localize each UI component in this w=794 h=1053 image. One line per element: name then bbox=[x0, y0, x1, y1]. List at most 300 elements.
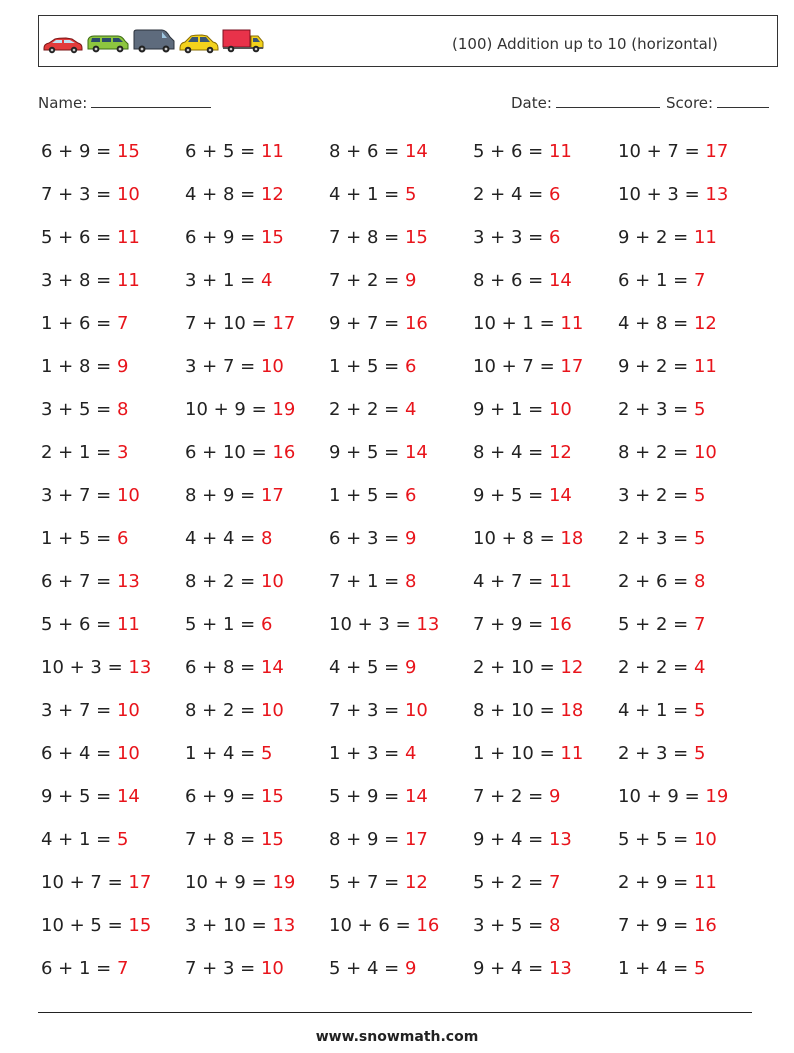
date-field bbox=[511, 93, 660, 112]
name-field bbox=[38, 93, 211, 112]
problem-answer: 5 bbox=[404, 184, 417, 205]
problem-item bbox=[329, 141, 428, 162]
problem-answer: 10 bbox=[116, 485, 140, 506]
problem-answer: 11 bbox=[560, 743, 584, 764]
problem-question: 5 + 2 = bbox=[618, 614, 689, 635]
problem-answer: 12 bbox=[260, 184, 284, 205]
problem-question: 4 + 8 = bbox=[185, 184, 256, 205]
problem-answer: 10 bbox=[260, 571, 284, 592]
problem-item bbox=[618, 700, 705, 721]
problem-question: 2 + 1 = bbox=[41, 442, 112, 463]
problem-question: 9 + 5 = bbox=[41, 786, 112, 807]
problem-answer: 13 bbox=[416, 614, 440, 635]
problem-answer: 16 bbox=[548, 614, 572, 635]
problem-answer: 8 bbox=[116, 399, 129, 420]
problem-question: 9 + 7 = bbox=[329, 313, 400, 334]
problem-answer: 14 bbox=[116, 786, 140, 807]
problem-question: 10 + 1 = bbox=[473, 313, 555, 334]
problem-question: 2 + 2 = bbox=[618, 657, 689, 678]
problem-answer: 9 bbox=[116, 356, 129, 377]
problem-answer: 10 bbox=[404, 700, 428, 721]
problem-answer: 7 bbox=[116, 958, 129, 979]
problem-item bbox=[41, 958, 128, 979]
problem-answer: 17 bbox=[404, 829, 428, 850]
problem-question: 1 + 8 = bbox=[41, 356, 112, 377]
problem-answer: 9 bbox=[404, 657, 417, 678]
problem-question: 7 + 3 = bbox=[41, 184, 112, 205]
problem-question: 7 + 10 = bbox=[185, 313, 267, 334]
problem-answer: 19 bbox=[272, 399, 296, 420]
date-blank bbox=[556, 93, 660, 108]
problem-item bbox=[329, 571, 416, 592]
problem-question: 2 + 3 = bbox=[618, 743, 689, 764]
problem-question: 6 + 1 = bbox=[41, 958, 112, 979]
red-truck-icon bbox=[222, 28, 266, 54]
problem-question: 10 + 8 = bbox=[473, 528, 555, 549]
problem-answer: 5 bbox=[693, 700, 706, 721]
problem-item bbox=[185, 270, 272, 291]
problem-item bbox=[618, 915, 717, 936]
problem-item bbox=[185, 571, 284, 592]
problem-question: 7 + 3 = bbox=[185, 958, 256, 979]
problem-question: 7 + 2 = bbox=[473, 786, 544, 807]
name-label: Name: bbox=[38, 94, 88, 112]
problem-question: 5 + 6 = bbox=[41, 227, 112, 248]
problem-item bbox=[473, 184, 560, 205]
problem-question: 10 + 7 = bbox=[41, 872, 123, 893]
problem-item bbox=[473, 356, 583, 377]
problem-question: 8 + 2 = bbox=[618, 442, 689, 463]
problem-item bbox=[185, 485, 284, 506]
problem-answer: 5 bbox=[693, 743, 706, 764]
problem-answer: 5 bbox=[260, 743, 273, 764]
problem-question: 6 + 3 = bbox=[329, 528, 400, 549]
problem-question: 5 + 6 = bbox=[473, 141, 544, 162]
problem-question: 2 + 6 = bbox=[618, 571, 689, 592]
problem-question: 3 + 3 = bbox=[473, 227, 544, 248]
problem-answer: 9 bbox=[548, 786, 561, 807]
problem-item bbox=[473, 485, 572, 506]
problem-answer: 11 bbox=[693, 356, 717, 377]
problem-question: 9 + 5 = bbox=[329, 442, 400, 463]
problem-question: 10 + 3 = bbox=[41, 657, 123, 678]
problem-item bbox=[618, 313, 717, 334]
problem-item bbox=[329, 227, 428, 248]
yellow-car-icon bbox=[178, 32, 220, 54]
problem-answer: 17 bbox=[272, 313, 296, 334]
problem-item bbox=[618, 270, 705, 291]
problem-question: 1 + 4 = bbox=[185, 743, 256, 764]
worksheet-title: (100) Addition up to 10 (horizontal) bbox=[452, 35, 718, 53]
problem-question: 6 + 4 = bbox=[41, 743, 112, 764]
problem-question: 7 + 1 = bbox=[329, 571, 400, 592]
problem-answer: 6 bbox=[260, 614, 273, 635]
problem-answer: 11 bbox=[560, 313, 584, 334]
problem-item bbox=[185, 442, 295, 463]
problem-answer: 5 bbox=[116, 829, 129, 850]
problem-answer: 11 bbox=[260, 141, 284, 162]
problem-item bbox=[41, 915, 151, 936]
problem-item bbox=[329, 743, 416, 764]
problem-answer: 15 bbox=[260, 829, 284, 850]
problem-item bbox=[41, 399, 128, 420]
problem-question: 3 + 5 = bbox=[41, 399, 112, 420]
problem-answer: 12 bbox=[548, 442, 572, 463]
problem-answer: 8 bbox=[404, 571, 417, 592]
problem-question: 2 + 3 = bbox=[618, 528, 689, 549]
problem-question: 4 + 7 = bbox=[473, 571, 544, 592]
footer-divider bbox=[38, 1012, 752, 1013]
problem-item bbox=[185, 872, 295, 893]
problem-question: 3 + 7 = bbox=[41, 700, 112, 721]
name-blank bbox=[91, 93, 211, 108]
problem-question: 8 + 4 = bbox=[473, 442, 544, 463]
problem-item bbox=[41, 141, 140, 162]
problem-question: 10 + 3 = bbox=[329, 614, 411, 635]
problem-answer: 10 bbox=[260, 958, 284, 979]
problem-item bbox=[185, 786, 284, 807]
problem-item bbox=[618, 571, 705, 592]
problem-question: 1 + 3 = bbox=[329, 743, 400, 764]
problem-answer: 7 bbox=[548, 872, 561, 893]
date-label: Date: bbox=[511, 94, 552, 112]
problem-answer: 12 bbox=[693, 313, 717, 334]
problem-answer: 14 bbox=[260, 657, 284, 678]
problem-item bbox=[618, 141, 728, 162]
problem-answer: 13 bbox=[548, 958, 572, 979]
problem-answer: 13 bbox=[272, 915, 296, 936]
problem-item bbox=[41, 313, 128, 334]
problem-question: 6 + 7 = bbox=[41, 571, 112, 592]
problem-answer: 7 bbox=[693, 270, 706, 291]
problem-question: 9 + 4 = bbox=[473, 958, 544, 979]
problem-answer: 3 bbox=[116, 442, 129, 463]
problem-question: 3 + 1 = bbox=[185, 270, 256, 291]
problem-item bbox=[473, 399, 572, 420]
problem-item bbox=[618, 184, 728, 205]
problem-question: 2 + 3 = bbox=[618, 399, 689, 420]
problem-answer: 12 bbox=[404, 872, 428, 893]
problem-question: 3 + 7 = bbox=[41, 485, 112, 506]
problem-question: 5 + 1 = bbox=[185, 614, 256, 635]
problem-answer: 14 bbox=[404, 442, 428, 463]
problem-item bbox=[185, 743, 272, 764]
problem-answer: 8 bbox=[693, 571, 706, 592]
problem-item bbox=[618, 958, 705, 979]
problem-item bbox=[618, 872, 717, 893]
problem-item bbox=[473, 700, 583, 721]
problem-answer: 13 bbox=[548, 829, 572, 850]
problem-answer: 7 bbox=[693, 614, 706, 635]
problem-item bbox=[329, 657, 416, 678]
problem-answer: 8 bbox=[260, 528, 273, 549]
problem-question: 4 + 1 = bbox=[41, 829, 112, 850]
problem-question: 3 + 7 = bbox=[185, 356, 256, 377]
problem-item bbox=[618, 528, 705, 549]
problem-question: 1 + 10 = bbox=[473, 743, 555, 764]
problem-item bbox=[41, 184, 140, 205]
problem-item bbox=[473, 958, 572, 979]
problem-item bbox=[618, 614, 705, 635]
problem-question: 5 + 5 = bbox=[618, 829, 689, 850]
problem-answer: 8 bbox=[548, 915, 561, 936]
problem-question: 10 + 3 = bbox=[618, 184, 700, 205]
problem-answer: 10 bbox=[116, 184, 140, 205]
problem-question: 5 + 2 = bbox=[473, 872, 544, 893]
problem-answer: 10 bbox=[260, 700, 284, 721]
problem-question: 1 + 5 = bbox=[41, 528, 112, 549]
problem-item bbox=[618, 743, 705, 764]
problem-question: 7 + 9 = bbox=[473, 614, 544, 635]
problem-item bbox=[473, 442, 572, 463]
problem-answer: 16 bbox=[272, 442, 296, 463]
problem-question: 5 + 7 = bbox=[329, 872, 400, 893]
problem-item bbox=[618, 829, 717, 850]
problem-question: 6 + 1 = bbox=[618, 270, 689, 291]
problem-item bbox=[185, 700, 284, 721]
problem-answer: 14 bbox=[404, 141, 428, 162]
problem-item bbox=[473, 313, 583, 334]
red-car-icon bbox=[42, 36, 84, 54]
score-label: Score: bbox=[666, 94, 714, 112]
problem-answer: 11 bbox=[693, 227, 717, 248]
problem-item bbox=[473, 270, 572, 291]
problem-answer: 14 bbox=[548, 270, 572, 291]
problem-question: 1 + 6 = bbox=[41, 313, 112, 334]
problem-item bbox=[329, 184, 416, 205]
problem-item bbox=[185, 399, 295, 420]
problem-item bbox=[41, 227, 140, 248]
problem-question: 6 + 9 = bbox=[185, 227, 256, 248]
problem-item bbox=[473, 227, 560, 248]
problem-answer: 17 bbox=[560, 356, 584, 377]
problem-answer: 9 bbox=[404, 270, 417, 291]
problem-question: 6 + 9 = bbox=[185, 786, 256, 807]
problem-answer: 11 bbox=[116, 227, 140, 248]
problem-answer: 10 bbox=[548, 399, 572, 420]
problem-question: 5 + 9 = bbox=[329, 786, 400, 807]
problem-answer: 9 bbox=[404, 528, 417, 549]
problem-question: 4 + 5 = bbox=[329, 657, 400, 678]
problem-question: 4 + 1 = bbox=[618, 700, 689, 721]
problem-item bbox=[41, 743, 140, 764]
problem-answer: 10 bbox=[116, 700, 140, 721]
problem-item bbox=[473, 528, 583, 549]
problem-item bbox=[41, 614, 140, 635]
problem-question: 3 + 10 = bbox=[185, 915, 267, 936]
problem-item bbox=[329, 958, 416, 979]
problem-question: 8 + 6 = bbox=[473, 270, 544, 291]
problem-item bbox=[41, 442, 128, 463]
problem-item bbox=[618, 442, 717, 463]
problem-answer: 18 bbox=[560, 528, 584, 549]
problem-question: 7 + 8 = bbox=[329, 227, 400, 248]
problem-answer: 11 bbox=[693, 872, 717, 893]
problem-question: 6 + 8 = bbox=[185, 657, 256, 678]
problem-item bbox=[473, 141, 572, 162]
problem-item bbox=[329, 270, 416, 291]
problem-item bbox=[473, 872, 560, 893]
problem-item bbox=[185, 958, 284, 979]
problem-answer: 6 bbox=[404, 356, 417, 377]
problem-answer: 11 bbox=[116, 270, 140, 291]
problem-question: 10 + 9 = bbox=[185, 872, 267, 893]
problem-item bbox=[41, 786, 140, 807]
problem-item bbox=[618, 399, 705, 420]
problem-question: 10 + 9 = bbox=[618, 786, 700, 807]
problem-question: 10 + 9 = bbox=[185, 399, 267, 420]
problem-item bbox=[473, 786, 560, 807]
problem-question: 5 + 6 = bbox=[41, 614, 112, 635]
problem-item bbox=[329, 915, 439, 936]
problem-answer: 12 bbox=[560, 657, 584, 678]
problem-answer: 16 bbox=[693, 915, 717, 936]
problem-question: 8 + 9 = bbox=[329, 829, 400, 850]
problem-question: 2 + 10 = bbox=[473, 657, 555, 678]
problem-item bbox=[185, 141, 284, 162]
problem-item bbox=[473, 743, 583, 764]
problem-item bbox=[185, 356, 284, 377]
problem-answer: 11 bbox=[548, 571, 572, 592]
problem-item bbox=[41, 700, 140, 721]
problem-answer: 10 bbox=[260, 356, 284, 377]
worksheet-header bbox=[38, 15, 778, 67]
problem-item bbox=[329, 528, 416, 549]
problem-item bbox=[473, 829, 572, 850]
problem-answer: 5 bbox=[693, 399, 706, 420]
problem-item bbox=[185, 657, 284, 678]
problem-answer: 15 bbox=[260, 786, 284, 807]
problem-answer: 4 bbox=[693, 657, 706, 678]
vehicle-icons bbox=[42, 28, 266, 54]
problem-answer: 6 bbox=[404, 485, 417, 506]
problem-answer: 14 bbox=[548, 485, 572, 506]
problem-item bbox=[185, 184, 284, 205]
problem-question: 4 + 8 = bbox=[618, 313, 689, 334]
problem-answer: 16 bbox=[404, 313, 428, 334]
problem-answer: 13 bbox=[705, 184, 729, 205]
problem-item bbox=[185, 829, 284, 850]
problem-item bbox=[41, 485, 140, 506]
problem-question: 3 + 2 = bbox=[618, 485, 689, 506]
problem-answer: 17 bbox=[705, 141, 729, 162]
problem-question: 8 + 6 = bbox=[329, 141, 400, 162]
problem-answer: 5 bbox=[693, 958, 706, 979]
problem-answer: 13 bbox=[116, 571, 140, 592]
problem-item bbox=[41, 270, 140, 291]
problem-question: 2 + 4 = bbox=[473, 184, 544, 205]
problem-item bbox=[618, 356, 717, 377]
problem-answer: 15 bbox=[404, 227, 428, 248]
problem-question: 8 + 2 = bbox=[185, 700, 256, 721]
problem-item bbox=[185, 227, 284, 248]
problem-answer: 4 bbox=[404, 399, 417, 420]
problem-item bbox=[329, 356, 416, 377]
problem-item bbox=[329, 485, 416, 506]
website-footer: www.snowmath.com bbox=[315, 1029, 479, 1045]
problem-answer: 15 bbox=[260, 227, 284, 248]
problem-question: 5 + 4 = bbox=[329, 958, 400, 979]
problem-answer: 16 bbox=[416, 915, 440, 936]
problem-answer: 5 bbox=[693, 485, 706, 506]
problem-item bbox=[329, 829, 428, 850]
problem-question: 10 + 5 = bbox=[41, 915, 123, 936]
green-van-icon bbox=[86, 32, 130, 54]
problem-question: 10 + 7 = bbox=[473, 356, 555, 377]
problem-item bbox=[329, 442, 428, 463]
problem-question: 7 + 8 = bbox=[185, 829, 256, 850]
problem-item bbox=[185, 915, 295, 936]
problem-item bbox=[41, 571, 140, 592]
problem-answer: 10 bbox=[693, 829, 717, 850]
problem-question: 3 + 8 = bbox=[41, 270, 112, 291]
problem-answer: 10 bbox=[116, 743, 140, 764]
problem-answer: 15 bbox=[128, 915, 152, 936]
problem-question: 6 + 9 = bbox=[41, 141, 112, 162]
problem-item bbox=[41, 829, 128, 850]
problem-answer: 6 bbox=[116, 528, 129, 549]
problem-item bbox=[618, 227, 717, 248]
problem-answer: 10 bbox=[693, 442, 717, 463]
problem-question: 1 + 4 = bbox=[618, 958, 689, 979]
problem-item bbox=[329, 313, 428, 334]
problem-question: 10 + 6 = bbox=[329, 915, 411, 936]
problem-answer: 4 bbox=[260, 270, 273, 291]
problem-question: 2 + 2 = bbox=[329, 399, 400, 420]
problem-question: 3 + 5 = bbox=[473, 915, 544, 936]
problem-answer: 6 bbox=[548, 227, 561, 248]
problem-item bbox=[41, 657, 151, 678]
problem-question: 6 + 5 = bbox=[185, 141, 256, 162]
problem-item bbox=[329, 872, 428, 893]
problem-item bbox=[329, 399, 416, 420]
problem-answer: 13 bbox=[128, 657, 152, 678]
problem-answer: 18 bbox=[560, 700, 584, 721]
problem-answer: 6 bbox=[548, 184, 561, 205]
score-field bbox=[666, 93, 769, 112]
problem-question: 8 + 9 = bbox=[185, 485, 256, 506]
problem-item bbox=[185, 614, 272, 635]
problem-item bbox=[41, 528, 128, 549]
problem-item bbox=[618, 786, 728, 807]
problem-item bbox=[41, 872, 151, 893]
problem-question: 9 + 1 = bbox=[473, 399, 544, 420]
problem-answer: 17 bbox=[128, 872, 152, 893]
problem-answer: 9 bbox=[404, 958, 417, 979]
problem-question: 10 + 7 = bbox=[618, 141, 700, 162]
problem-question: 1 + 5 = bbox=[329, 356, 400, 377]
problem-answer: 19 bbox=[272, 872, 296, 893]
problem-item bbox=[329, 700, 428, 721]
score-blank bbox=[717, 93, 769, 108]
problem-item bbox=[473, 614, 572, 635]
problem-answer: 11 bbox=[548, 141, 572, 162]
problem-item bbox=[618, 657, 705, 678]
problem-question: 4 + 1 = bbox=[329, 184, 400, 205]
problem-item bbox=[41, 356, 128, 377]
problem-question: 7 + 3 = bbox=[329, 700, 400, 721]
problem-item bbox=[329, 614, 439, 635]
problem-question: 2 + 9 = bbox=[618, 872, 689, 893]
problem-question: 7 + 9 = bbox=[618, 915, 689, 936]
problem-answer: 11 bbox=[116, 614, 140, 635]
problem-item bbox=[618, 485, 705, 506]
problem-item bbox=[329, 786, 428, 807]
problem-item bbox=[473, 571, 572, 592]
problem-answer: 4 bbox=[404, 743, 417, 764]
problem-question: 1 + 5 = bbox=[329, 485, 400, 506]
problem-item bbox=[473, 657, 583, 678]
